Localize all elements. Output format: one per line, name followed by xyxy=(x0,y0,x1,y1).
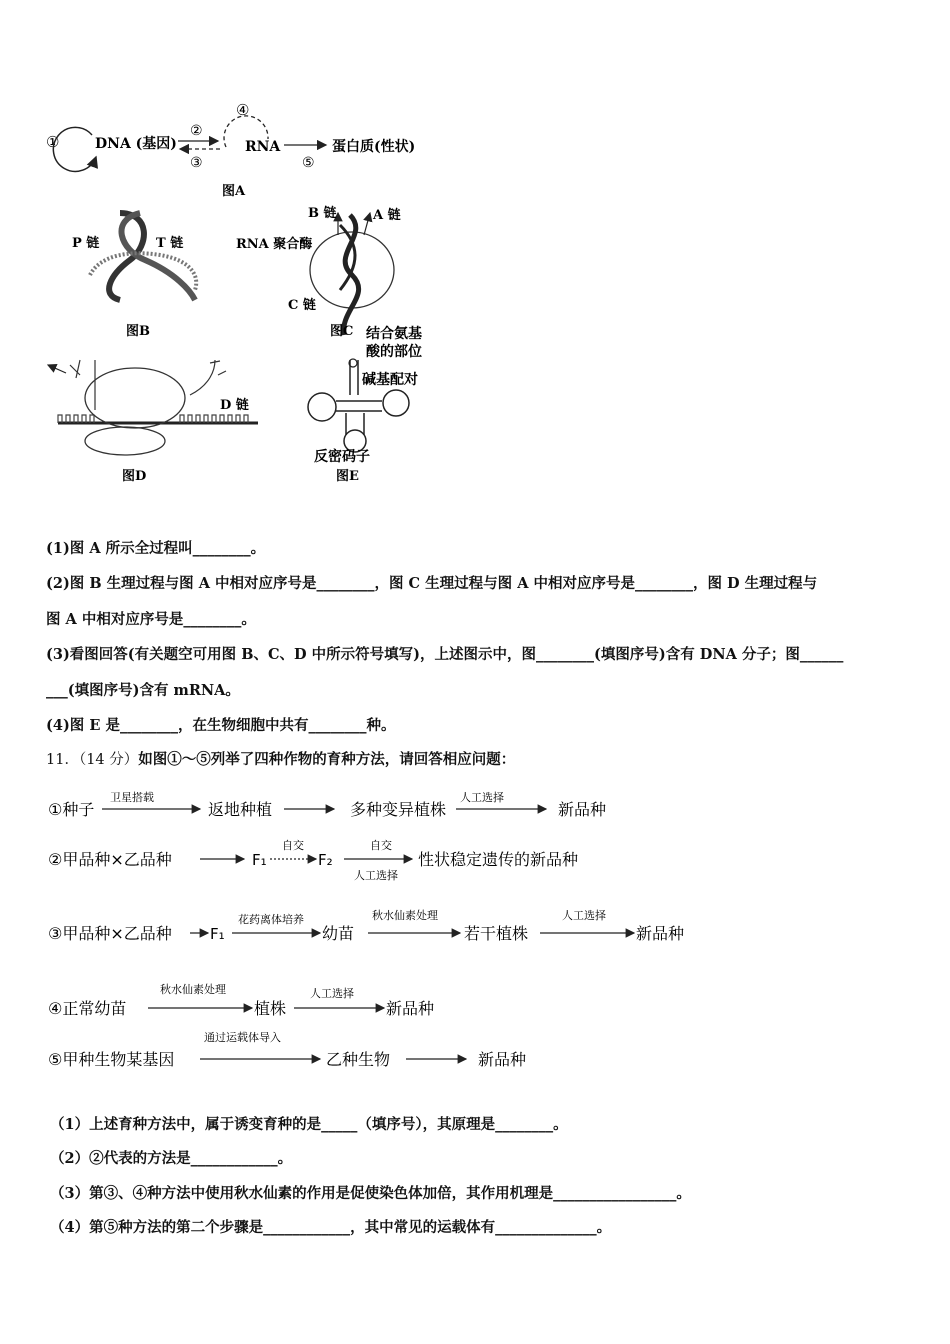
fig-c-rna-pol-label: RNA 聚合酶 xyxy=(236,237,313,252)
fig-e-anticodon: 反密码子 xyxy=(314,449,370,465)
breeding-row-1 xyxy=(48,790,606,819)
fig-a-label-1: ① xyxy=(46,133,60,151)
q11-number: 11．（14 分） xyxy=(46,752,139,768)
fig-e-t-loop xyxy=(383,390,409,416)
fig-c-caption: 图C xyxy=(330,324,354,339)
fig-e-site-line1: 结合氨基 xyxy=(366,326,422,342)
breeding-row-3 xyxy=(48,908,684,943)
fig-e-pairing: 碱基配对 xyxy=(362,372,418,388)
fig-d-ribosome-small xyxy=(85,427,165,455)
r4-step2: 人工选择 xyxy=(310,987,354,1000)
r1-mid2: 多种变异植株 xyxy=(350,800,447,819)
fig-b-caption: 图B xyxy=(126,324,150,339)
figures-svg xyxy=(40,95,460,495)
fig-c-b-chain: B 链 xyxy=(308,206,337,221)
fig-d-caption: 图D xyxy=(122,469,147,484)
r3-start: ③甲品种×乙品种 xyxy=(48,924,172,943)
r5-mid: 乙种生物 xyxy=(326,1050,391,1069)
fig-e-stems xyxy=(336,401,382,435)
r3-step1: 花药离体培养 xyxy=(238,913,304,926)
fig-c-a-chain: A 链 xyxy=(373,208,401,223)
fig-c-arrow-a xyxy=(364,213,370,235)
r2-f1: F₁ xyxy=(252,851,267,869)
fig-b-p-chain: P 链 xyxy=(72,236,100,251)
fig-b-t-chain: T 链 xyxy=(156,236,184,251)
breeding-row-2 xyxy=(48,838,578,882)
r1-mid: 返地种植 xyxy=(208,800,273,819)
r4-start: ④正常幼苗 xyxy=(48,999,127,1018)
figure-a xyxy=(46,101,415,199)
r1-step2: 人工选择 xyxy=(460,791,504,804)
fig-a-caption: 图A xyxy=(222,184,246,199)
fig-a-label-4: ④ xyxy=(236,101,250,119)
fig-a-protein-label: 蛋白质(性状) xyxy=(332,139,416,155)
fig-c-c-chain: C 链 xyxy=(288,298,316,313)
q10-line-4: (3)看图回答(有关题空可用图 B、C、D 中所示符号填写)，上述图示中，图________(填图序号)含有 DNA 分子；图______ xyxy=(46,646,844,663)
r2-end: 性状稳定遗传的新品种 xyxy=(418,850,579,869)
fig-d-ribosome-large xyxy=(85,368,185,428)
fig-d-trna-right xyxy=(190,360,226,395)
figure-b xyxy=(72,213,196,339)
q11-line-3: （3）第③、④种方法中使用秋水仙素的作用是促使染色体加倍，其作用机理是_________________。 xyxy=(50,1185,691,1202)
fig-d-d-chain: D 链 xyxy=(220,398,249,413)
r1-start: ①种子 xyxy=(48,800,95,819)
fig-e-site-line2: 酸的部位 xyxy=(366,344,422,360)
fig-a-dna-label: DNA (基因) xyxy=(95,136,177,152)
r5-start: ⑤甲种生物某基因 xyxy=(48,1050,175,1069)
q10-line-6: (4)图 E 是________，在生物细胞中共有________种。 xyxy=(46,717,396,734)
r3-step3: 人工选择 xyxy=(562,909,606,922)
fig-a-replication-loop xyxy=(53,127,96,171)
r4-mid: 植株 xyxy=(254,999,287,1018)
q11-line-4: （4）第⑤种方法的第二个步骤是____________，其中常见的运载体有______________。 xyxy=(50,1219,612,1236)
fig-a-label-3: ③ xyxy=(190,155,203,171)
fig-e-caption: 图E xyxy=(336,469,359,484)
r4-end: 新品种 xyxy=(386,999,435,1018)
fig-a-label-2: ② xyxy=(190,123,203,139)
r1-step1: 卫星搭载 xyxy=(110,791,154,804)
breeding-row-5 xyxy=(48,1030,526,1069)
q11-line-1: （1）上述育种方法中，属于诱变育种的是_____（填序号），其原理是________。 xyxy=(50,1116,568,1133)
breeding-row-4 xyxy=(48,982,434,1018)
r2-f2: F₂ xyxy=(318,851,333,869)
r2-step2a: 自交 xyxy=(370,839,392,852)
figure-e xyxy=(308,325,422,484)
q11-line-2: （2）②代表的方法是____________。 xyxy=(50,1150,293,1167)
figure-d xyxy=(48,360,258,484)
q10-line-3: 图 A 中相对应序号是________。 xyxy=(46,611,256,628)
fig-a-label-5: ⑤ xyxy=(302,155,315,171)
r1-end: 新品种 xyxy=(558,800,607,819)
fig-d-trna-left xyxy=(70,360,95,410)
q11-prompt: 如图①～⑤列举了四种作物的育种方法，请回答相应问题： xyxy=(138,751,516,768)
r5-step1: 通过运载体导入 xyxy=(204,1031,281,1044)
fig-d-arrow-out xyxy=(48,365,66,373)
r2-step2b: 人工选择 xyxy=(354,869,398,882)
q11-header xyxy=(46,748,515,769)
r3-mid: 幼苗 xyxy=(322,924,355,943)
figures-panel xyxy=(40,95,460,495)
r4-step1: 秋水仙素处理 xyxy=(160,983,226,996)
q10-line-1: (1)图 A 所示全过程叫________。 xyxy=(46,540,266,557)
r5-end: 新品种 xyxy=(478,1050,527,1069)
r3-mid2: 若干植株 xyxy=(464,924,529,943)
r2-start: ②甲品种×乙品种 xyxy=(48,850,172,869)
fig-e-d-loop xyxy=(308,393,336,421)
q10-line-5: ___(填图序号)含有 mRNA。 xyxy=(46,682,240,699)
r3-end: 新品种 xyxy=(636,924,685,943)
breeding-diagram xyxy=(40,785,720,1085)
r3-f1: F₁ xyxy=(210,925,225,943)
r2-step1: 自交 xyxy=(282,839,304,852)
q10-line-2: (2)图 B 生理过程与图 A 中相对应序号是________，图 C 生理过程与图 A 中相对应序号是________，图 D 生理过程与 xyxy=(46,575,818,592)
fig-a-rna-label: RNA xyxy=(245,139,281,155)
r3-step2: 秋水仙素处理 xyxy=(372,909,438,922)
figure-c xyxy=(236,205,401,339)
